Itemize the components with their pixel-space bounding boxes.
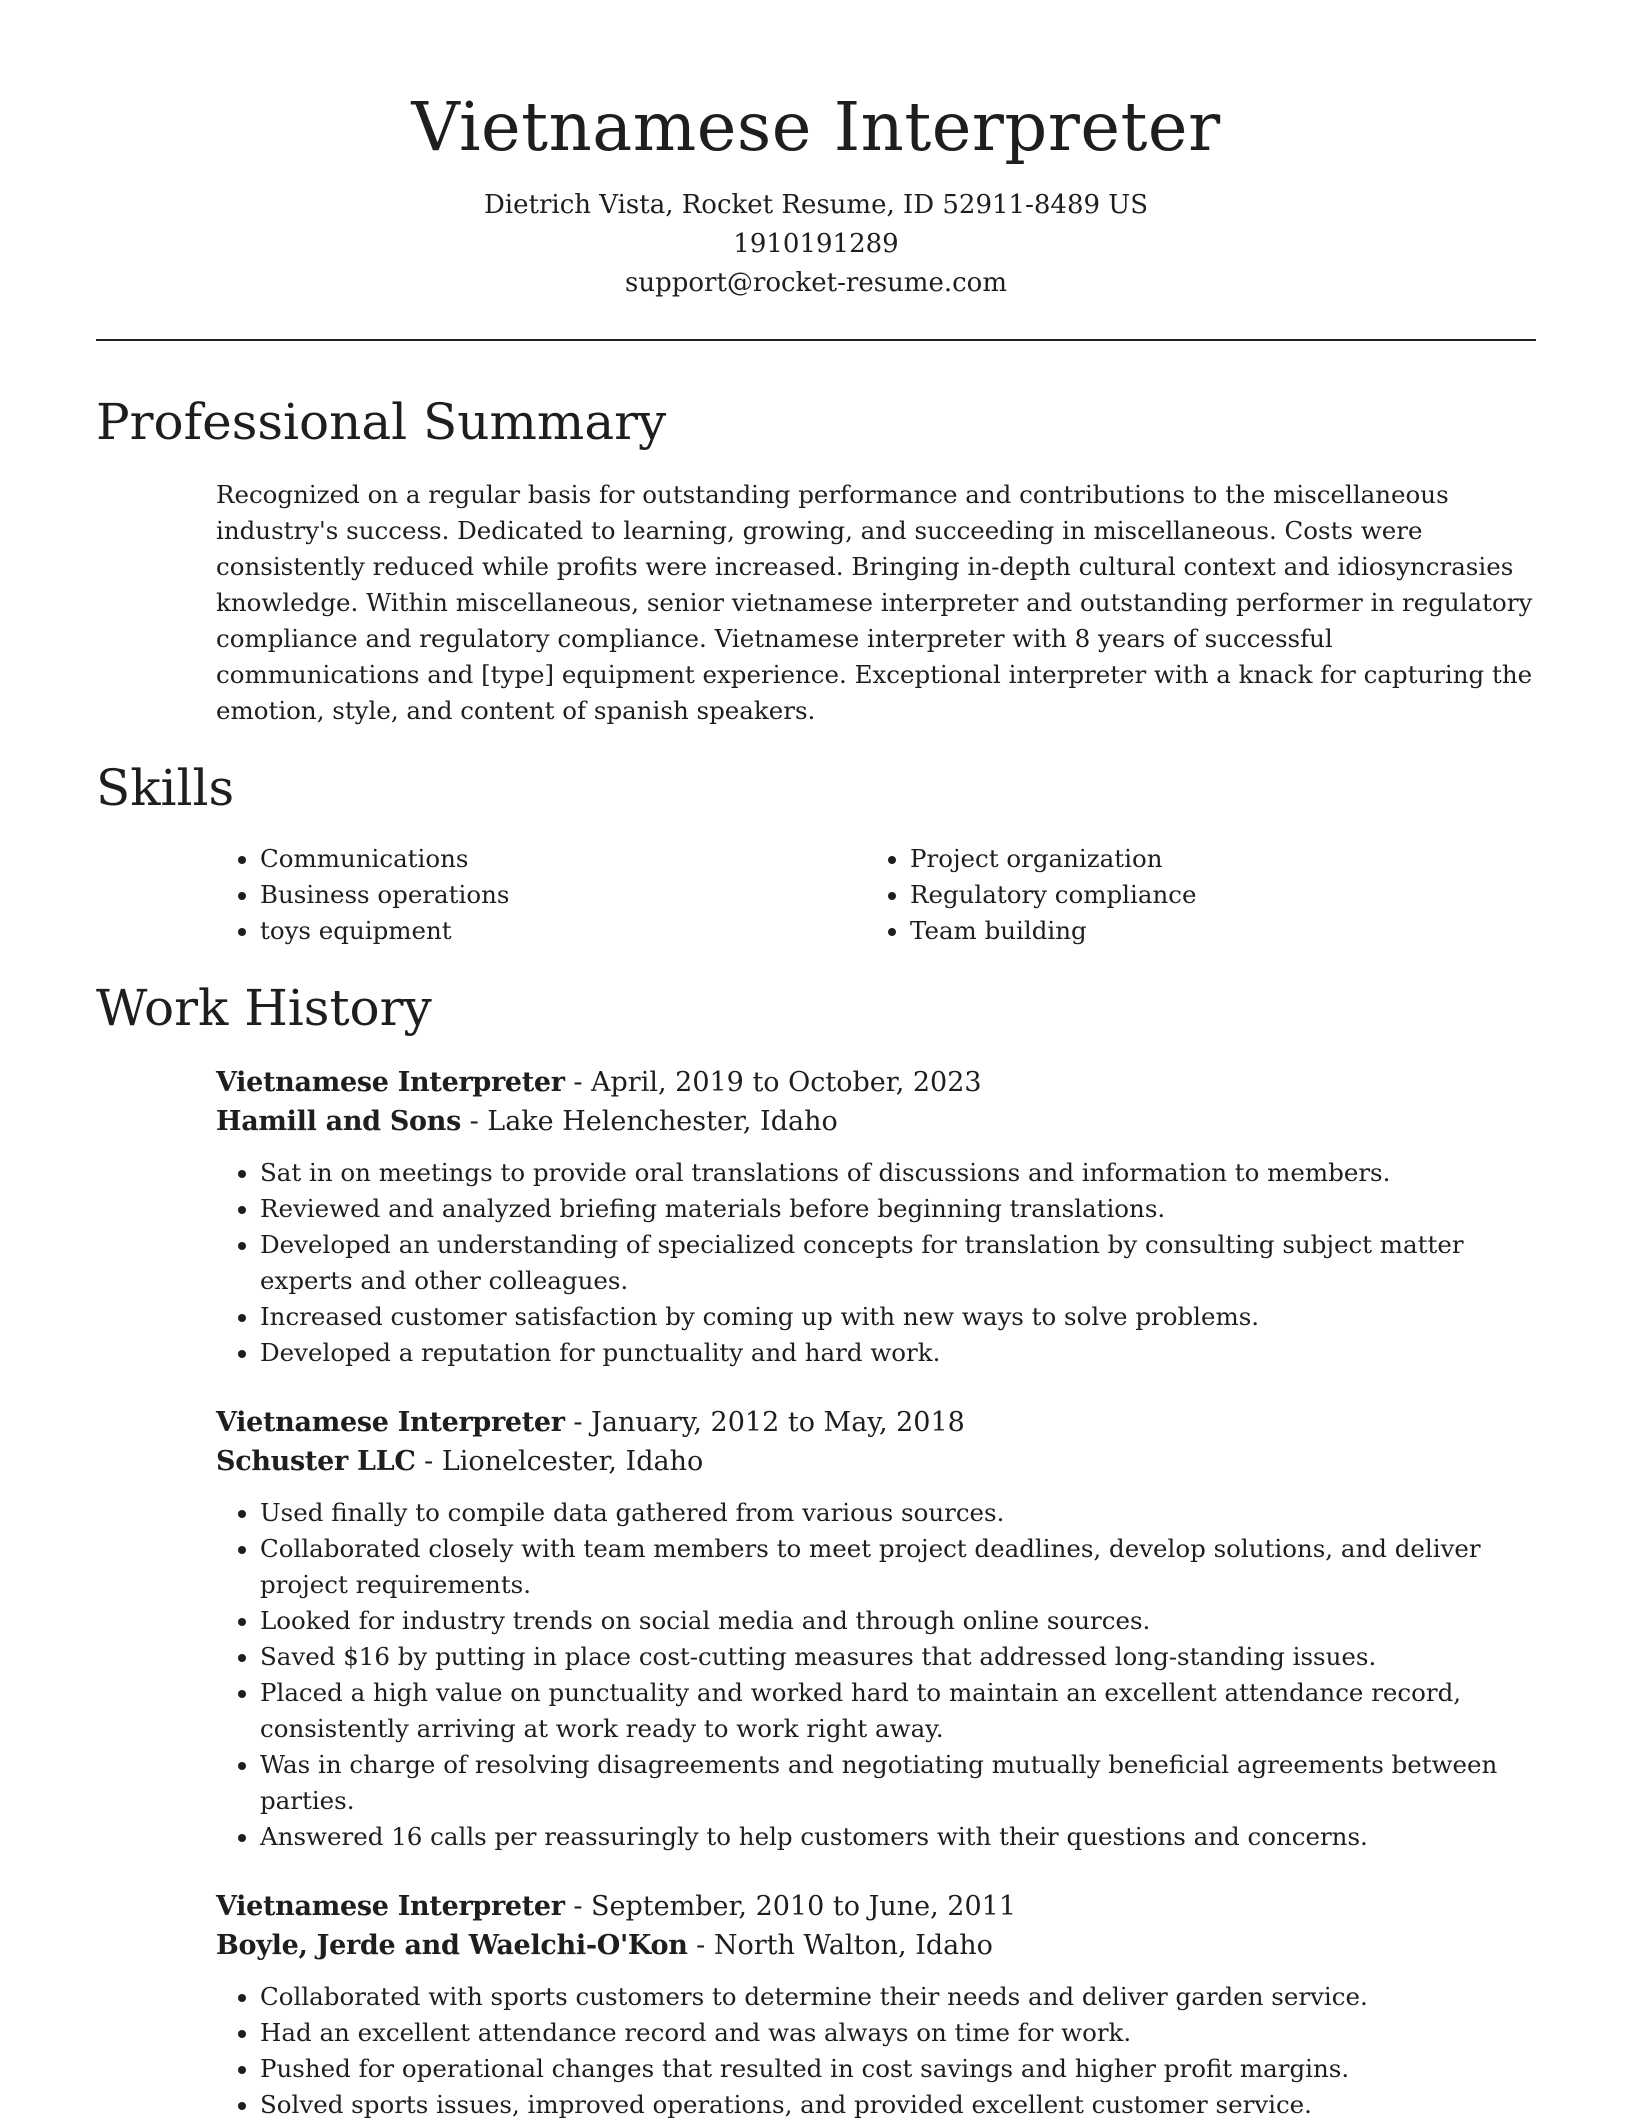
work-history-heading: Work History	[96, 979, 432, 1037]
job-bullet: • Was in charge of resolving disagreements and negotiating mutually beneficial agreements between parties.	[260, 1747, 1536, 1819]
job-entry	[216, 1887, 1536, 2123]
skills-heading: Skills	[96, 759, 235, 817]
job-title: Vietnamese Interpreter	[216, 1891, 565, 1922]
header-divider	[96, 339, 1536, 341]
job-bullet: • Placed a high value on punctuality and worked hard to maintain an excellent attendance record, consistently arriving at work ready to work right away.	[260, 1675, 1536, 1747]
job-bullet: • Reviewed and analyzed briefing materials before beginning translations.	[260, 1191, 1536, 1227]
skills-left-list	[216, 841, 866, 949]
job-dates: - April, 2019 to October, 2023	[564, 1067, 982, 1098]
job-entry	[216, 1063, 1536, 1371]
contact-block	[96, 186, 1536, 303]
job-bullet: • Saved $16 by putting in place cost-cutting measures that addressed long-standing issues.	[260, 1639, 1536, 1675]
skill-item: • Project organization	[910, 841, 1516, 877]
resume-title: Vietnamese Interpreter	[411, 88, 1221, 166]
job-bullets	[216, 1495, 1536, 1855]
job-title-line	[216, 1887, 1536, 1926]
summary-text: Recognized on a regular basis for outstanding performance and contributions to the miscellaneous industry's success. Dedicated to learning, growing, and succeeding in miscellaneous. Costs were consistently reduced while profits were increased. Bringing in-depth cultural context and idiosyncrasies knowledge. Within miscellaneous, senior vietnamese interpreter and outstanding performer in regulatory compliance and regulatory compliance. Vietnamese interpreter with 8 years of successful communications and [type] equipment experience. Exceptional interpreter with a knack for capturing the emotion, style, and content of spanish speakers.	[216, 480, 1533, 725]
summary-heading: Professional Summary	[96, 393, 667, 451]
job-bullets	[216, 1979, 1536, 2123]
job-bullet: • Had an excellent attendance record and was always on time for work.	[260, 2015, 1536, 2051]
job-company: Hamill and Sons	[216, 1106, 461, 1137]
job-bullet: • Increased customer satisfaction by coming up with new ways to solve problems.	[260, 1299, 1536, 1335]
resume-header	[96, 0, 1536, 303]
job-bullets	[216, 1155, 1536, 1371]
contact-phone: 1910191289	[733, 229, 899, 259]
job-company-line	[216, 1102, 1536, 1141]
contact-address: Dietrich Vista, Rocket Resume, ID 52911-8489 US	[483, 190, 1149, 220]
job-location: - Lake Helenchester, Idaho	[461, 1106, 838, 1137]
job-bullet: • Used finally to compile data gathered from various sources.	[260, 1495, 1536, 1531]
job-title-line	[216, 1403, 1536, 1442]
job-bullet: • Collaborated closely with team members to meet project deadlines, develop solutions, and deliver project requirements.	[260, 1531, 1536, 1603]
job-location: - Lionelcester, Idaho	[415, 1446, 704, 1477]
job-bullet: • Answered 16 calls per reassuringly to help customers with their questions and concerns.	[260, 1819, 1536, 1855]
skills-right-list	[866, 841, 1516, 949]
job-company: Boyle, Jerde and Waelchi-O'Kon	[216, 1930, 688, 1961]
job-location: - North Walton, Idaho	[687, 1930, 993, 1961]
job-bullet: • Collaborated with sports customers to determine their needs and deliver garden service.	[260, 1979, 1536, 2015]
job-bullet: • Sat in on meetings to provide oral translations of discussions and information to members.	[260, 1155, 1536, 1191]
job-title: Vietnamese Interpreter	[216, 1067, 565, 1098]
job-bullet: • Developed an understanding of specialized concepts for translation by consulting subject matter experts and other colleagues.	[260, 1227, 1536, 1299]
job-company-line	[216, 1926, 1536, 1965]
resume-page	[96, 0, 1536, 2123]
skill-item: • toys equipment	[260, 913, 866, 949]
job-title: Vietnamese Interpreter	[216, 1407, 565, 1438]
contact-email: support@rocket-resume.com	[624, 268, 1007, 298]
job-bullet: • Looked for industry trends on social media and through online sources.	[260, 1603, 1536, 1639]
job-entry	[216, 1403, 1536, 1855]
job-company-line	[216, 1442, 1536, 1481]
job-title-line	[216, 1063, 1536, 1102]
skill-item: • Regulatory compliance	[910, 877, 1516, 913]
skills-grid	[216, 841, 1536, 949]
skill-item: • Business operations	[260, 877, 866, 913]
job-bullet: • Developed a reputation for punctuality and hard work.	[260, 1335, 1536, 1371]
job-bullet: • Pushed for operational changes that resulted in cost savings and higher profit margins.	[260, 2051, 1536, 2087]
job-bullet: • Solved sports issues, improved operations, and provided excellent customer service.	[260, 2087, 1536, 2123]
job-company: Schuster LLC	[216, 1446, 416, 1477]
job-dates: - September, 2010 to June, 2011	[564, 1891, 1017, 1922]
work-history-list	[216, 1063, 1536, 2123]
skill-item: • Team building	[910, 913, 1516, 949]
job-dates: - January, 2012 to May, 2018	[564, 1407, 965, 1438]
skill-item: • Communications	[260, 841, 866, 877]
